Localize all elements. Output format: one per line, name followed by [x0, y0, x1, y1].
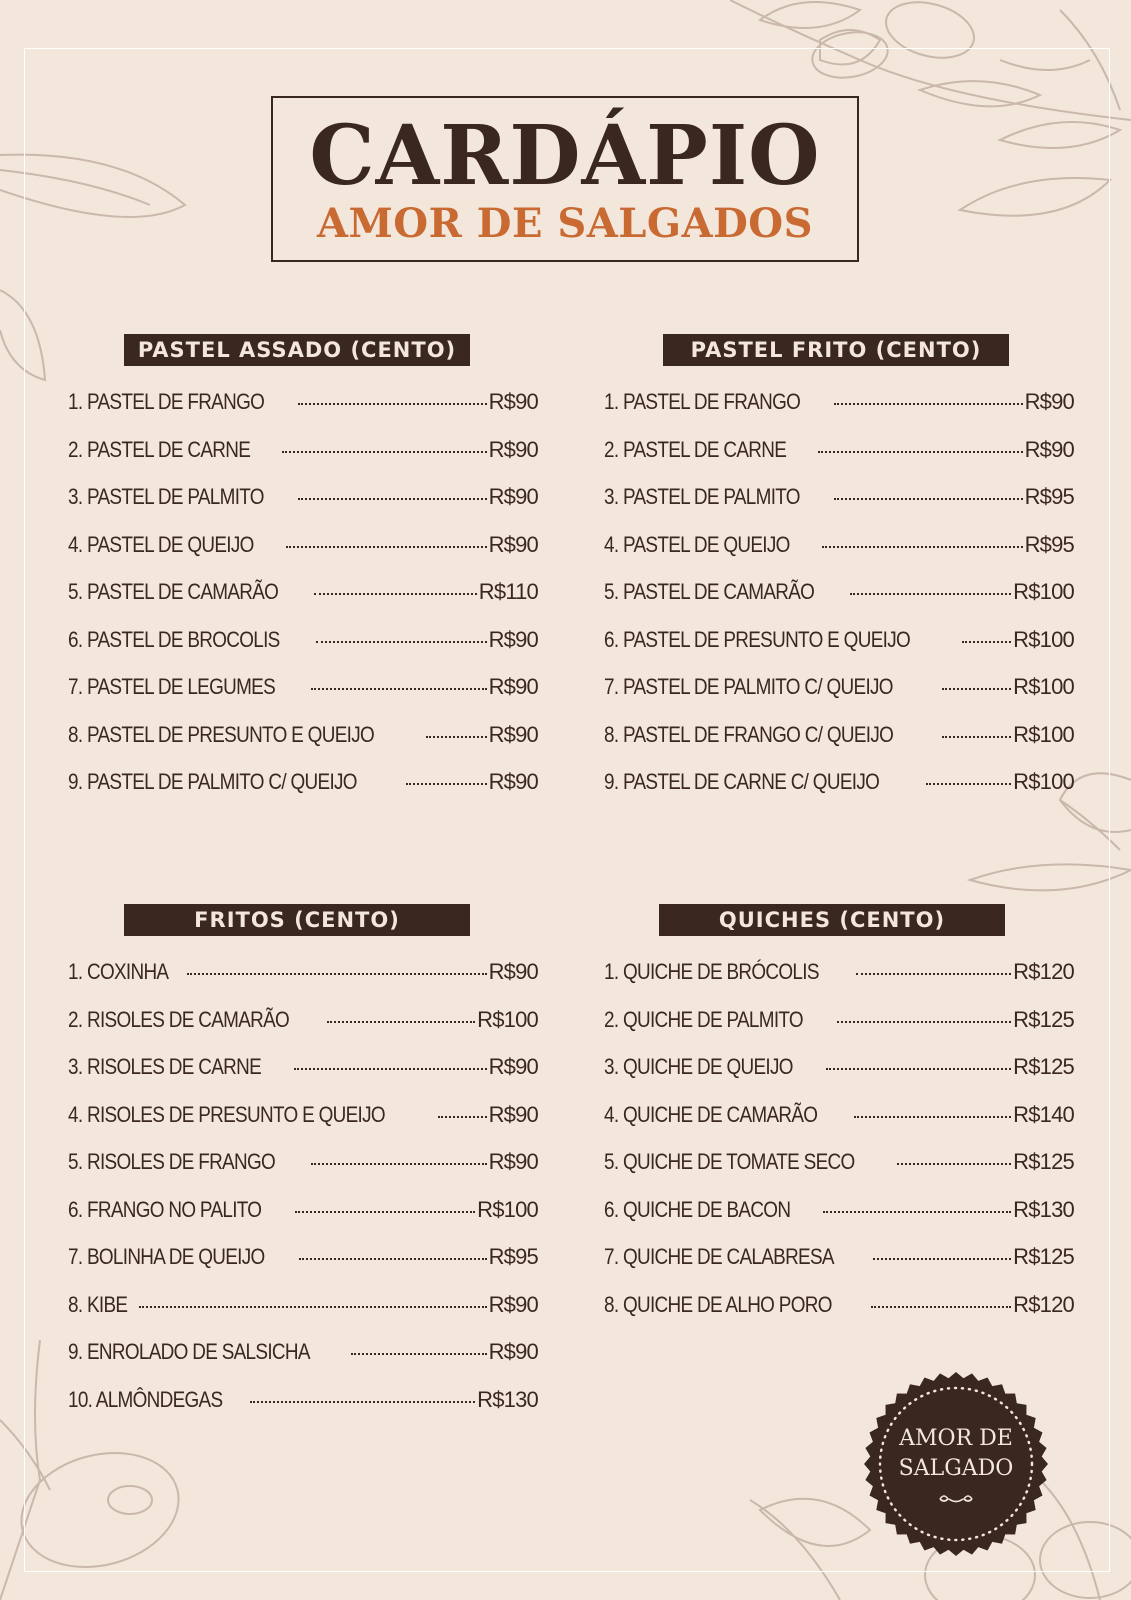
item-price: R$130: [477, 1386, 538, 1412]
item-name: 2. QUICHE DE PALMITO: [604, 1006, 803, 1032]
item-price: R$90: [488, 769, 538, 794]
menu-item: [604, 722, 1074, 770]
menu-item: [604, 1292, 1074, 1340]
item-price: R$90: [488, 1339, 538, 1364]
item-name: 7. BOLINHA DE QUEIJO: [68, 1244, 265, 1269]
item-name: 8. QUICHE DE ALHO PORO: [604, 1291, 832, 1317]
item-price: R$90: [488, 1054, 538, 1079]
dot-leader: [897, 1163, 1011, 1165]
item-name: 6. QUICHE DE BACON: [604, 1196, 791, 1222]
menu-item: [68, 769, 538, 817]
menu-item: [604, 532, 1074, 580]
item-price: R$120: [1013, 1291, 1074, 1317]
dot-leader: [298, 498, 487, 500]
brand-seal: [860, 1368, 1052, 1560]
item-price: R$90: [488, 531, 538, 557]
dot-leader: [818, 451, 1023, 453]
menu-item: [68, 1102, 538, 1150]
item-price: R$90: [488, 1291, 538, 1317]
item-price: R$100: [477, 1196, 538, 1222]
item-price: R$125: [1013, 1244, 1074, 1269]
menu-item: [68, 674, 538, 722]
item-price: R$130: [1013, 1196, 1074, 1222]
menu-item: [604, 1244, 1074, 1292]
dot-leader: [438, 1116, 486, 1118]
dot-leader: [926, 783, 1011, 785]
dot-leader: [871, 1306, 1011, 1308]
item-name: 3. RISOLES DE CARNE: [68, 1054, 262, 1079]
menu-item: [604, 389, 1074, 437]
dot-leader: [426, 736, 487, 738]
item-name: 8. PASTEL DE FRANGO C/ QUEIJO: [604, 721, 894, 747]
item-price: R$100: [1013, 674, 1074, 699]
menu-item: [604, 1149, 1074, 1197]
item-name: 9. PASTEL DE PALMITO C/ QUEIJO: [68, 769, 357, 794]
page-title: CARDÁPIO: [309, 108, 821, 204]
menu-item: [604, 674, 1074, 722]
menu-item: [68, 389, 538, 437]
item-name: 5. PASTEL DE CAMARÃO: [604, 579, 815, 604]
dot-leader: [351, 1353, 486, 1355]
menu-item: [68, 484, 538, 532]
item-price: R$95: [488, 1244, 538, 1269]
item-price: R$90: [488, 721, 538, 747]
item-name: 10. ALMÔNDEGAS: [68, 1386, 223, 1412]
item-name: 4. PASTEL DE QUEIJO: [604, 531, 790, 557]
item-name: 2. PASTEL DE CARNE: [604, 436, 787, 462]
dot-leader: [316, 641, 487, 643]
item-price: R$90: [488, 1149, 538, 1174]
item-price: R$90: [488, 1101, 538, 1127]
item-price: R$100: [1013, 721, 1074, 747]
item-price: R$100: [1013, 579, 1074, 604]
menu-item: [68, 1244, 538, 1292]
item-name: 1. PASTEL DE FRANGO: [68, 389, 265, 414]
dot-leader: [823, 1211, 1012, 1213]
menu-item: [68, 579, 538, 627]
dot-leader: [299, 1258, 487, 1260]
dot-leader: [298, 403, 487, 405]
menu-item: [604, 1197, 1074, 1245]
item-name: 1. QUICHE DE BRÓCOLIS: [604, 959, 819, 984]
item-name: 4. RISOLES DE PRESUNTO E QUEIJO: [68, 1101, 385, 1127]
item-price: R$90: [1024, 389, 1074, 414]
menu-item: [604, 1007, 1074, 1055]
dot-leader: [327, 1021, 475, 1023]
item-name: 7. PASTEL DE PALMITO C/ QUEIJO: [604, 674, 893, 699]
menu-item: [68, 1054, 538, 1102]
item-price: R$120: [1013, 959, 1074, 984]
dot-leader: [250, 1401, 476, 1403]
dot-leader: [139, 1306, 487, 1308]
item-name: 1. PASTEL DE FRANGO: [604, 389, 801, 414]
dot-leader: [311, 1163, 487, 1165]
item-price: R$90: [488, 484, 538, 509]
dot-leader: [282, 451, 487, 453]
dot-leader: [311, 688, 487, 690]
dot-leader: [834, 403, 1023, 405]
dot-leader: [822, 546, 1023, 548]
menu-item: [604, 1054, 1074, 1102]
item-name: 6. PASTEL DE BROCOLIS: [68, 626, 280, 652]
item-price: R$95: [1024, 531, 1074, 557]
item-price: R$125: [1013, 1149, 1074, 1174]
menu-item: [604, 437, 1074, 485]
item-name: 8. KIBE: [68, 1291, 128, 1317]
item-price: R$100: [1013, 626, 1074, 652]
item-price: R$95: [1024, 484, 1074, 509]
menu-item: [68, 1197, 538, 1245]
item-name: 6. FRANGO NO PALITO: [68, 1196, 262, 1222]
menu-item: [68, 1339, 538, 1387]
menu-list: [604, 389, 1074, 817]
item-name: 2. PASTEL DE CARNE: [68, 436, 251, 462]
title-box: [271, 96, 859, 262]
item-name: 8. PASTEL DE PRESUNTO E QUEIJO: [68, 721, 374, 747]
menu-item: [68, 722, 538, 770]
dot-leader: [873, 1258, 1011, 1260]
dot-leader: [826, 1068, 1012, 1070]
menu-item: [68, 1007, 538, 1055]
dot-leader: [942, 688, 1011, 690]
item-price: R$90: [488, 674, 538, 699]
dot-leader: [406, 783, 487, 785]
item-name: 2. RISOLES DE CAMARÃO: [68, 1006, 290, 1032]
dot-leader: [295, 1211, 475, 1213]
item-name: 4. PASTEL DE QUEIJO: [68, 531, 254, 557]
dot-leader: [294, 1068, 486, 1070]
item-price: R$90: [1024, 436, 1074, 462]
dot-leader: [286, 546, 487, 548]
menu-item: [604, 484, 1074, 532]
item-price: R$90: [488, 389, 538, 414]
item-price: R$125: [1013, 1006, 1074, 1032]
item-name: 3. PASTEL DE PALMITO: [604, 484, 800, 509]
dot-leader: [854, 1116, 1011, 1118]
dot-leader: [850, 593, 1011, 595]
item-name: 5. RISOLES DE FRANGO: [68, 1149, 276, 1174]
item-name: 4. QUICHE DE CAMARÃO: [604, 1101, 818, 1127]
item-name: 9. ENROLADO DE SALSICHA: [68, 1339, 310, 1364]
item-name: 6. PASTEL DE PRESUNTO E QUEIJO: [604, 626, 910, 652]
item-price: R$140: [1013, 1101, 1074, 1127]
item-name: 1. COXINHA: [68, 959, 169, 984]
item-price: R$90: [488, 626, 538, 652]
item-price: R$110: [478, 579, 538, 604]
dot-leader: [962, 641, 1011, 643]
menu-item: [68, 437, 538, 485]
menu-item: [68, 1292, 538, 1340]
seal-text-line2: SALGADO: [898, 1456, 1014, 1481]
menu-item: [68, 627, 538, 675]
dot-leader: [834, 498, 1023, 500]
item-name: 3. QUICHE DE QUEIJO: [604, 1054, 793, 1079]
item-name: 7. PASTEL DE LEGUMES: [68, 674, 276, 699]
item-price: R$90: [488, 959, 538, 984]
menu-item: [604, 1102, 1074, 1150]
section-header: PASTEL ASSADO (CENTO): [124, 334, 470, 366]
menu-item: [604, 769, 1074, 817]
item-name: 5. QUICHE DE TOMATE SECO: [604, 1149, 855, 1174]
section-header: QUICHES (CENTO): [659, 904, 1005, 936]
dot-leader: [856, 973, 1011, 975]
dot-leader: [942, 736, 1011, 738]
section-header: PASTEL FRITO (CENTO): [663, 334, 1009, 366]
dot-leader: [187, 973, 487, 975]
item-name: 3. PASTEL DE PALMITO: [68, 484, 264, 509]
menu-list: [68, 959, 538, 1434]
menu-item: [604, 579, 1074, 627]
page-subtitle: AMOR DE SALGADOS: [316, 200, 814, 247]
item-price: R$100: [1013, 769, 1074, 794]
section-header: FRITOS (CENTO): [124, 904, 470, 936]
menu-item: [68, 1387, 538, 1435]
menu-list: [68, 389, 538, 817]
menu-item: [68, 959, 538, 1007]
menu-item: [604, 959, 1074, 1007]
seal-text-line1: AMOR DE: [899, 1426, 1013, 1451]
item-name: 5. PASTEL DE CAMARÃO: [68, 579, 279, 604]
item-name: 9. PASTEL DE CARNE C/ QUEIJO: [604, 769, 880, 794]
menu-item: [604, 627, 1074, 675]
item-price: R$100: [477, 1006, 538, 1032]
item-price: R$125: [1013, 1054, 1074, 1079]
dot-leader: [837, 1021, 1011, 1023]
menu-list: [604, 959, 1074, 1339]
dot-leader: [314, 593, 476, 595]
item-price: R$90: [488, 436, 538, 462]
item-name: 7. QUICHE DE CALABRESA: [604, 1244, 834, 1269]
menu-item: [68, 532, 538, 580]
menu-item: [68, 1149, 538, 1197]
